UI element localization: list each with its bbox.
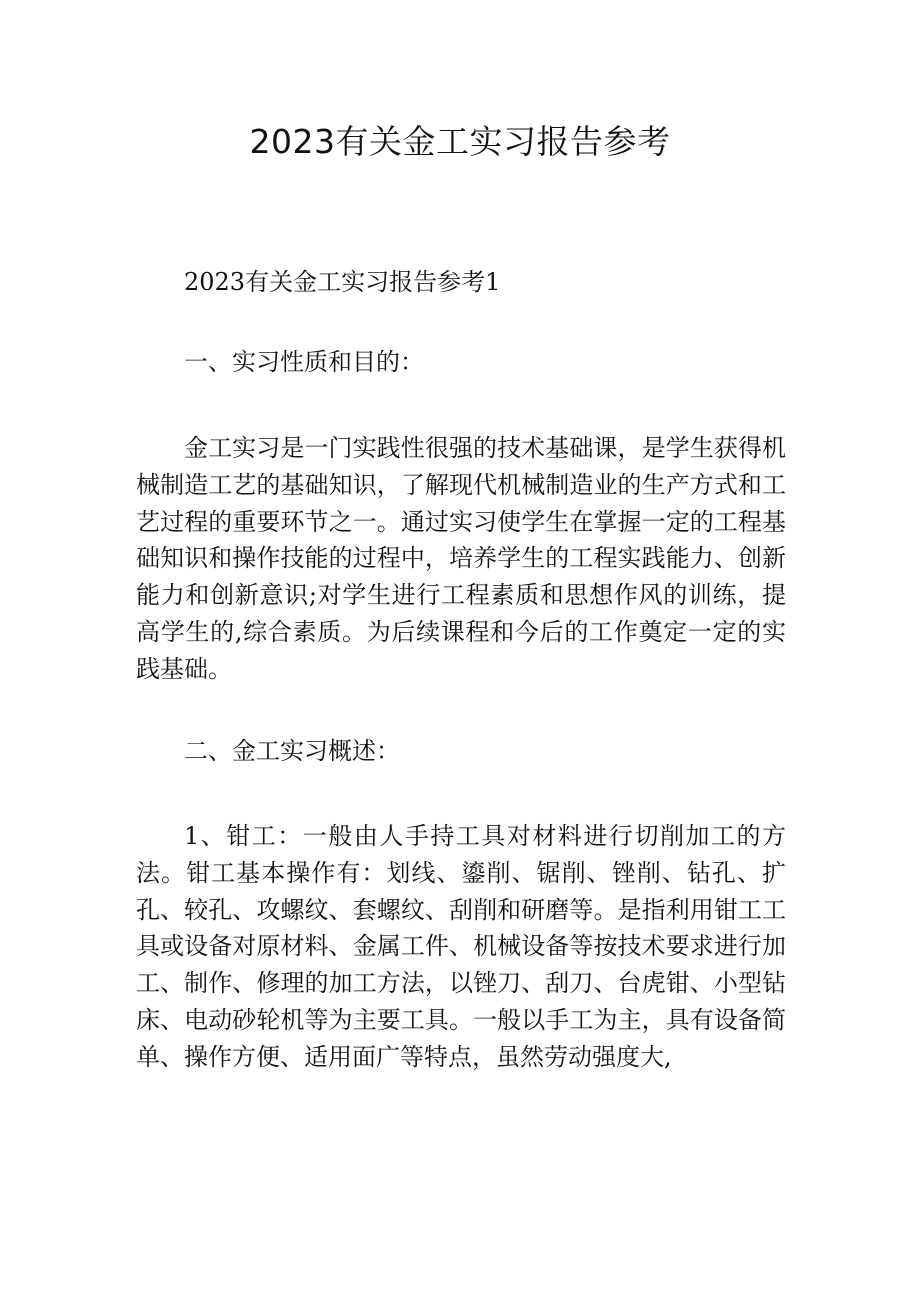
section-heading-purpose: 一、实习性质和目的： xyxy=(184,348,424,376)
section-body-overview: 1、钳工：一般由人手持工具对材料进行切削加工的方法。钳工基本操作有：划线、鎏削、锯削、锉削、钻孔、扩孔、较孔、攻螺纹、套螺纹、刮削和研磨等。是指利用钳工工具或设备对原材料、金属工件、机械设备等按技术要求进行加工、制作、修理的加工方法，以锉刀、刮刀、台虎钳、小型钻床、电动砂轮机等为主要工具。一般以手工为主，具有设备简单、操作方便、适用面广等特点，虽然劳动强度大, xyxy=(136,822,786,1071)
page-title: 2023有关金工实习报告参考 xyxy=(249,122,671,161)
section-heading-overview: 二、金工实习概述： xyxy=(184,737,400,765)
report-subtitle: 2023有关金工实习报告参考1 xyxy=(184,268,501,296)
section-body-purpose: 金工实习是一门实践性很强的技术基础课，是学生获得机械制造工艺的基础知识，了解现代机械制造业的生产方式和工艺过程的重要环节之一。通过实习使学生在掌握一定的工程基础知识和操作技能的过程中，培养学生的工程实践能力、创新能力和创新意识;对学生进行工程素质和思想作风的训练，提高学生的,综合素质。为后续课程和今后的工作奠定一定的实践基础。 xyxy=(136,434,786,683)
